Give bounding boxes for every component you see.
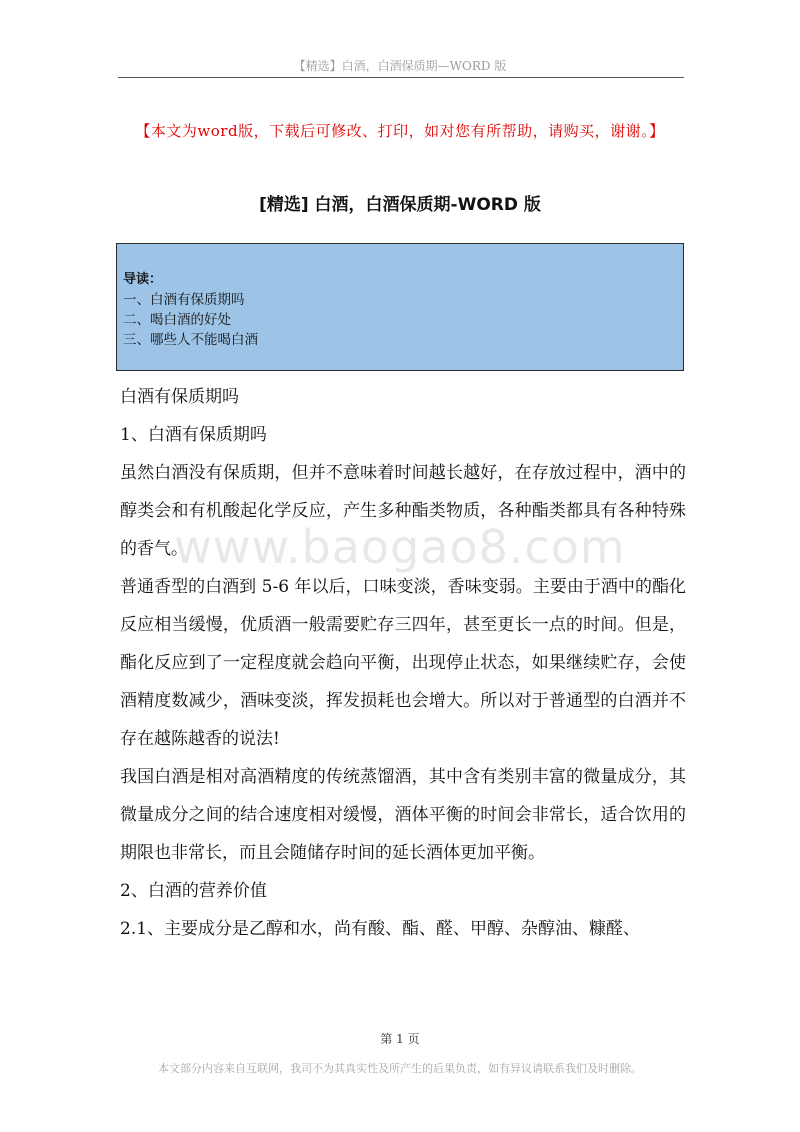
header-divider [118, 77, 684, 78]
document-title: [精选] 白酒，白酒保质期-WORD 版 [259, 195, 541, 215]
subsection-heading: 2、白酒的营养价值 [120, 881, 267, 901]
guide-item: 三、哪些人不能喝白酒 [123, 332, 258, 348]
page-header: 【精选】白酒，白酒保质期—WORD 版 [293, 59, 507, 73]
body-paragraph: 2.1、主要成分是乙醇和水，尚有酸、酯、醛、甲醇、杂醇油、糠醛、 [120, 919, 641, 939]
page-number: 第 1 页 [380, 1032, 420, 1046]
section-heading: 白酒有保质期吗 [120, 387, 239, 407]
page-footer: 本文部分内容来自互联网，我司不为其真实性及所产生的后果负责，如有异议请联系我们及时删除。 [158, 1062, 642, 1075]
guide-item: 二、喝白酒的好处 [123, 312, 231, 328]
subsection-heading: 1、白酒有保质期吗 [120, 425, 267, 445]
body-paragraph: 普通香型的白酒到 5-6 年以后，口味变淡，香味变弱。主要由于酒中的酯化反应相当缓慢，优质酒一般需要贮存三四年，甚至更长一点的时间。但是，酯化反应到了一定程度就会趋向平衡，出现停止状态，如果继续贮存，会使酒精度数减少，酒味变淡，挥发损耗也会增大。所以对于普通型的白酒并不存在越陈越香的说法! [120, 577, 686, 749]
document-body [120, 378, 686, 948]
watermark: www.baogao8.com [174, 520, 626, 574]
purchase-notice: 【本文为word版，下载后可修改、打印，如对您有所帮助，请购买，谢谢。】 [135, 122, 665, 140]
guide-item: 一、白酒有保质期吗 [123, 292, 245, 308]
body-paragraph: 我国白酒是相对高酒精度的传统蒸馏酒，其中含有类别丰富的微量成分，其微量成分之间的结合速度相对缓慢，酒体平衡的时间会非常长，适合饮用的期限也非常长，而且会随储存时间的延长酒体更加平衡。 [120, 767, 686, 863]
body-paragraph: 虽然白酒没有保质期，但并不意味着时间越长越好，在存放过程中，酒中的醇类会和有机酸起化学反应，产生多种酯类物质，各种酯类都具有各种特殊的香气。 [120, 463, 686, 559]
guide-box [116, 243, 684, 371]
guide-label: 导读： [123, 272, 163, 287]
